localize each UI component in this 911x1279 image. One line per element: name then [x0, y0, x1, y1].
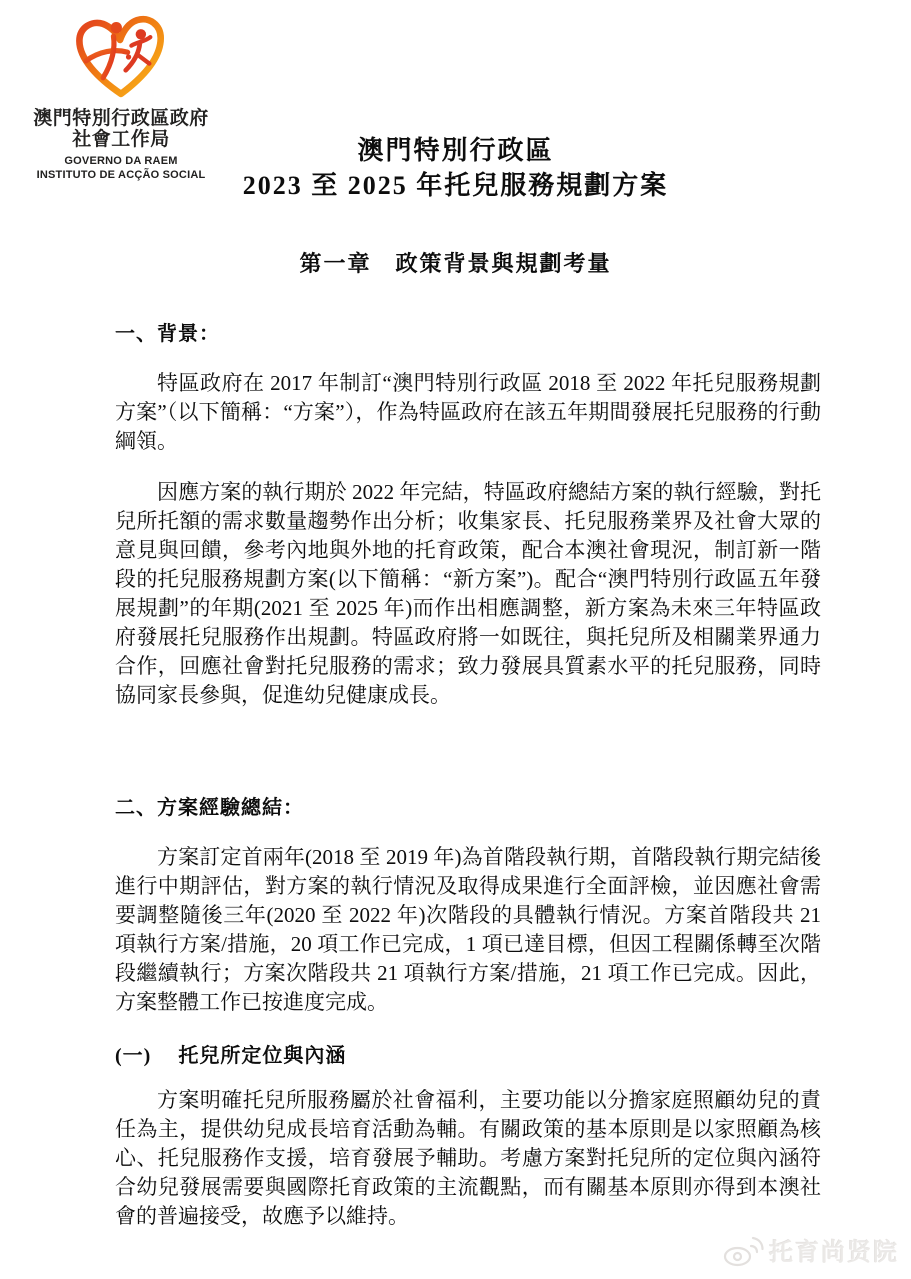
paragraph: 方案明確托兒所服務屬於社會福利，主要功能以分擔家庭照顧幼兒的責任為主，提供幼兒成長培育活動為輔。有關政策的基本原則是以家照顧為核心、托兒服務作支援，培育發展予輔助。考慮方案對托兒所的定位與內涵符合幼兒發展需要與國際托育政策的主流觀點，而有關基本原則亦得到本澳社會的普遍接受，故應予以維持。 [115, 1088, 821, 1228]
subsection1-number: (一) [115, 1045, 152, 1067]
subsection1-title: 托兒所定位與內涵 [178, 1045, 347, 1067]
section1-heading: 一、背景： [115, 323, 220, 345]
document-body [115, 320, 821, 1231]
section2-heading: 二、方案經驗總結： [115, 797, 304, 819]
document-title-line2: 2023 至 2025 年托兒服務規劃方案 [242, 171, 669, 200]
paragraph: 特區政府在 2017 年制訂“澳門特別行政區 2018 至 2022 年托兒服務規劃方案”（以下簡稱：“方案”），作為特區政府在該五年期間發展托兒服務的行動綱領。 [115, 371, 821, 453]
paragraph: 方案訂定首兩年(2018 至 2019 年)為首階段執行期，首階段執行期完結後進行中期評估，對方案的執行情況及取得成果進行全面評檢，並因應社會需要調整隨後三年(2020 至 2022 年)次階段的具體執行情況。方案首階段共 21 項執行方案/措施，20 項工作已完成，1 項已達目標，但因工程關係轉至次階段繼續執行；方案次階段共 21 項執行方案/措施，21 項工作已完成。因此，方案整體工作已按進度完成。 [115, 845, 821, 1014]
org-name-pt-line1: GOVERNO DA RAEM [64, 155, 178, 167]
weibo-icon [722, 1233, 764, 1267]
document-title [0, 133, 911, 203]
paragraph: 因應方案的執行期於 2022 年完結，特區政府總結方案的執行經驗，對托兒所托額的需求數量趨勢作出分析；收集家長、托兒服務業界及社會大眾的意見與回饋，參考內地與外地的托育政策，配合本澳社會現況，制訂新一階段的托兒服務規劃方案(以下簡稱：“新方案”)。配合“澳門特別行政區五年發展規劃”的年期(2021 至 2025 年)而作出相應調整，新方案為未來三年特區政府發展托兒服務作出規劃。特區政府將一如既往，與托兒所及相關業界通力合作，回應社會對托兒服務的需求；致力發展具質素水平的托兒服務，同時協同家長參與，促進幼兒健康成長。 [115, 480, 821, 707]
org-name-zh-line2: 社會工作局 [72, 129, 170, 150]
chapter-heading: 第一章 政策背景與規劃考量 [299, 251, 612, 276]
subsection1-heading [115, 1042, 821, 1070]
watermark [722, 1232, 899, 1267]
heart-logo-icon [69, 12, 173, 102]
org-name-zh-line1: 澳門特別行政區政府 [33, 108, 209, 129]
watermark-text: 托育尚贤院 [769, 1239, 899, 1266]
document-title-line1: 澳門特別行政區 [357, 136, 554, 165]
org-name-pt-line2: INSTITUTO DE ACÇÃO SOCIAL [36, 168, 206, 181]
